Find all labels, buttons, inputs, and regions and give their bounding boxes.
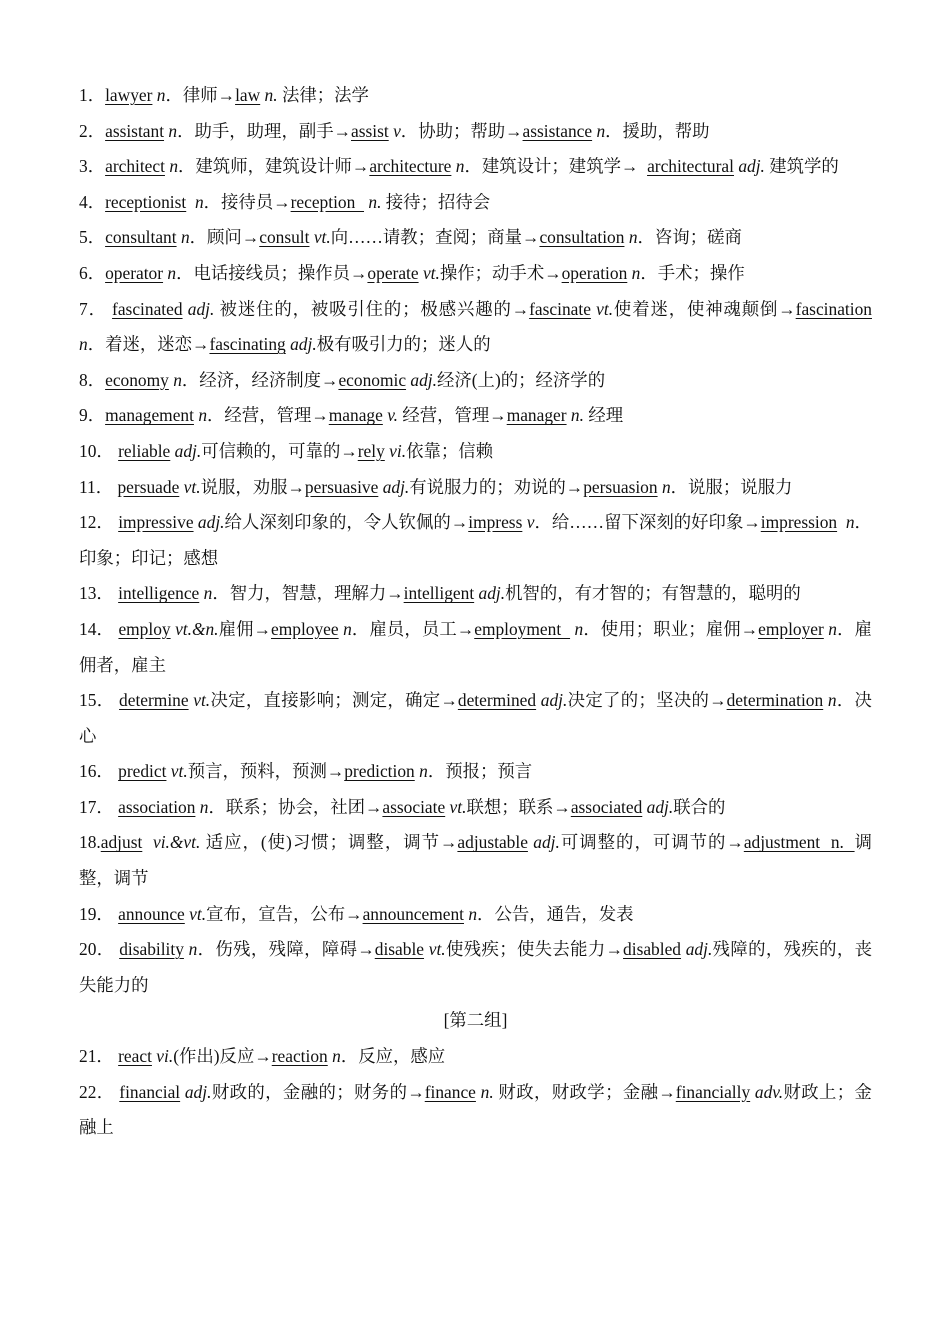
definition-text: 经营，管理→: [397, 405, 507, 426]
definition-text: [872, 299, 876, 319]
vocab-word: employee: [271, 618, 339, 639]
vocab-entry: [79, 576, 872, 612]
vocab-word: consultation: [539, 227, 625, 248]
part-of-speech: n: [79, 334, 88, 355]
vocab-word: law: [235, 85, 261, 105]
definition-text: ．说服；说服力: [670, 476, 793, 497]
definition-text: 使残疾；使失去能力→: [445, 939, 624, 960]
definition-text: 8．: [79, 369, 106, 390]
vocab-word: financially: [675, 1081, 751, 1102]
definition-text: 14．: [79, 618, 119, 639]
vocab-word: finance: [424, 1081, 476, 1102]
definition-text: ．援助，帮助: [605, 120, 710, 141]
definition-text: 经济(上)的；经济学的: [436, 369, 606, 390]
definition-text: 2．: [79, 120, 106, 141]
vocab-word: employer: [758, 618, 824, 639]
vocab-word: assist: [351, 120, 389, 141]
definition-text: ．接待员→: [203, 191, 291, 212]
vocab-word: assistant: [105, 120, 165, 141]
part-of-speech: vt.: [183, 476, 201, 497]
definition-text: 雇佣→: [218, 618, 272, 639]
vocab-word: receptionist: [105, 191, 187, 212]
vocab-entry: [79, 470, 872, 506]
part-of-speech: vt.: [428, 939, 446, 960]
definition-text: 被迷住的，被吸引住的；极感兴趣的→: [214, 298, 530, 319]
part-of-speech: n: [631, 262, 641, 283]
part-of-speech: n: [169, 156, 179, 177]
vocab-word: intelligent: [403, 583, 475, 604]
definition-text: 决定了的；坚决的→: [567, 690, 727, 711]
definition-text: 可信赖的，可靠的→: [201, 440, 358, 461]
part-of-speech: n: [827, 690, 837, 711]
vocab-word: economic: [338, 369, 407, 390]
vocab-entry: [79, 185, 872, 221]
vocab-entry: [79, 825, 872, 896]
definition-text: 调整，调节: [79, 832, 872, 889]
part-of-speech: n: [194, 191, 204, 212]
vocab-entry: [79, 1039, 872, 1075]
part-of-speech: n: [188, 939, 198, 960]
vocab-entry: [79, 292, 872, 363]
definition-text: 极有吸引力的；迷人的: [316, 334, 491, 355]
definition-text: 4．: [79, 191, 106, 212]
vocab-word: economy: [105, 369, 169, 390]
part-of-speech: n: [468, 903, 478, 924]
part-of-speech: n: [661, 476, 671, 497]
definition-text: 19．: [79, 903, 119, 924]
part-of-speech: n: [203, 583, 213, 604]
vocab-word: fascinate: [529, 298, 591, 319]
definition-text: 22．: [79, 1081, 120, 1102]
vocab-word: announcement: [362, 903, 464, 924]
definition-text: 联合的: [673, 796, 726, 817]
part-of-speech: n: [173, 369, 182, 390]
vocab-word: disable: [374, 939, 425, 960]
definition-text: ．咨询；磋商: [637, 227, 742, 248]
part-of-speech: n: [845, 512, 855, 533]
vocab-word: react: [118, 1046, 152, 1067]
vocab-word: announce: [118, 903, 185, 924]
vocab-word: adjustment n.: [743, 832, 855, 853]
definition-text: ．智力，智慧，理解力→: [212, 583, 404, 604]
part-of-speech: n: [332, 1046, 341, 1067]
vocab-word: fascination: [795, 298, 872, 319]
vocab-word: fascinated: [112, 298, 183, 319]
part-of-speech: adj.: [290, 334, 317, 355]
vocab-word: intelligence: [118, 583, 200, 604]
part-of-speech: n.: [368, 191, 382, 212]
part-of-speech: n.: [570, 405, 584, 426]
vocab-entry: [79, 1075, 872, 1146]
vocab-word: architect: [105, 156, 165, 177]
part-of-speech: vt.: [193, 690, 211, 711]
vocab-list-group-2: [79, 1039, 872, 1146]
definition-text: 依靠；信赖: [406, 440, 494, 461]
part-of-speech: adj.: [410, 369, 437, 390]
vocab-word: associate: [382, 796, 446, 817]
definition-text: 15．: [79, 690, 120, 711]
definition-text: [186, 192, 195, 212]
vocab-entry: [79, 683, 872, 754]
vocab-word: reception: [290, 191, 365, 212]
vocab-word: determination: [726, 690, 824, 711]
vocab-entry: [79, 78, 872, 114]
part-of-speech: vt.: [449, 796, 467, 817]
vocab-entry: [79, 149, 872, 185]
part-of-speech: n: [156, 85, 166, 105]
definition-text: 经理: [583, 405, 624, 426]
part-of-speech: adj.: [540, 690, 568, 711]
part-of-speech: v: [393, 120, 401, 141]
definition-text: 5．: [79, 227, 106, 248]
part-of-speech: n: [198, 405, 208, 426]
definition-text: 财政上；金融上: [79, 1081, 872, 1138]
part-of-speech: vt.: [313, 227, 331, 248]
definition-text: ．印象；印记；感想: [79, 512, 872, 568]
definition-text: 12．: [79, 512, 119, 533]
vocab-word: determine: [119, 690, 189, 711]
part-of-speech: adj.: [533, 832, 560, 853]
part-of-speech: adj.: [738, 156, 765, 177]
vocab-entry: [79, 363, 872, 399]
definition-text: 3．: [79, 156, 106, 177]
definition-text: 说服，劝服→: [200, 476, 305, 497]
part-of-speech: adj.: [187, 298, 215, 319]
vocab-word: predict: [118, 761, 167, 782]
vocab-word: assistance: [522, 120, 593, 141]
part-of-speech: n: [180, 227, 190, 248]
part-of-speech: adj.: [646, 796, 674, 817]
definition-text: ．着迷，迷恋→: [87, 334, 210, 355]
vocab-word: manage: [328, 405, 383, 426]
vocab-word: operator: [105, 262, 164, 283]
vocab-word: employment: [474, 618, 571, 639]
vocab-word: associated: [570, 796, 643, 817]
definition-text: ．雇员，员工→: [351, 618, 475, 639]
vocab-entry: [79, 897, 872, 933]
vocab-word: persuasion: [583, 476, 658, 497]
vocab-word: disability: [119, 939, 184, 960]
part-of-speech: adj.: [184, 1081, 212, 1102]
definition-text: 残障的，残疾的，丧失能力的: [79, 939, 872, 995]
definition-text: 适应，(使)习惯；调整，调节→: [200, 832, 458, 853]
part-of-speech: vi.: [389, 440, 407, 461]
part-of-speech: n: [168, 120, 178, 141]
vocab-word: persuade: [117, 476, 180, 497]
part-of-speech: n: [574, 618, 584, 639]
vocab-word: disabled: [623, 939, 682, 960]
definition-text: 联想；联系→: [466, 796, 571, 817]
definition-text: ．建筑设计；建筑学→: [464, 156, 648, 177]
definition-text: 20．: [79, 939, 120, 960]
part-of-speech: adj.: [478, 583, 506, 604]
definition-text: ．给……留下深刻的好印象→: [534, 512, 761, 533]
part-of-speech: n: [828, 618, 837, 639]
definition-text: 操作；动手术→: [439, 262, 562, 283]
definition-text: 机智的，有才智的；有智慧的，聪明的: [505, 583, 801, 604]
definition-text: ．伤残，残障，障碍→: [197, 939, 375, 960]
part-of-speech: adv.: [754, 1081, 784, 1102]
definition-text: 18.: [79, 832, 101, 853]
definition-text: ．建筑师，建筑设计师→: [178, 156, 370, 177]
definition-text: ．公告，通告，发表: [477, 903, 634, 924]
definition-text: ．助手，助理，副手→: [177, 120, 352, 141]
definition-text: 11．: [79, 476, 118, 497]
part-of-speech: n.: [264, 85, 278, 105]
part-of-speech: adj.: [174, 440, 202, 461]
definition-text: ．经济，经济制度→: [181, 369, 339, 390]
vocab-word: adjust: [100, 832, 143, 853]
vocab-entry: [79, 754, 872, 790]
definition-text: [142, 832, 153, 852]
definition-text: ．手术；操作: [640, 262, 745, 283]
part-of-speech: vi.&vt.: [153, 832, 201, 853]
definition-text: 使着迷，使神魂颠倒→: [613, 298, 796, 319]
definition-text: 接待；招待会: [381, 191, 491, 212]
part-of-speech: vt.: [422, 262, 440, 283]
part-of-speech: n: [596, 120, 606, 141]
vocab-entry: [79, 505, 872, 576]
vocab-word: rely: [357, 440, 385, 461]
vocab-word: employ: [118, 618, 171, 639]
part-of-speech: vt.: [170, 761, 188, 782]
definition-text: 10．: [79, 440, 119, 461]
definition-text: 6．: [79, 262, 106, 283]
definition-text: ．顾问→: [189, 227, 260, 248]
vocab-word: impression: [760, 512, 838, 533]
definition-text: 可调整的，可调节的→: [559, 832, 744, 853]
part-of-speech: vi.: [156, 1046, 174, 1067]
vocab-word: manager: [506, 405, 567, 426]
part-of-speech: n: [343, 618, 352, 639]
definition-text: 16．: [79, 761, 119, 782]
part-of-speech: adj.: [382, 476, 410, 497]
part-of-speech: v.: [387, 405, 398, 426]
definition-text: ．律师→: [165, 85, 236, 105]
part-of-speech: vt.&n.: [175, 618, 219, 639]
vocab-entry: [79, 612, 872, 683]
vocab-entry: [79, 790, 872, 826]
vocab-word: lawyer: [105, 85, 153, 105]
definition-text: 宣布，宣告，公布→: [206, 903, 363, 924]
part-of-speech: vt.: [189, 903, 207, 924]
definition-text: ．协助；帮助→: [400, 120, 523, 141]
vocab-word: determined: [457, 690, 537, 711]
part-of-speech: n.: [480, 1081, 494, 1102]
part-of-speech: n: [628, 227, 638, 248]
definition-text: 17．: [79, 796, 119, 817]
definition-text: 决定，直接影响；测定，确定→: [210, 690, 458, 711]
vocab-word: operate: [367, 262, 419, 283]
definition-text: ．经营，管理→: [207, 405, 329, 426]
definition-text: 建筑学的: [764, 156, 839, 177]
vocab-word: persuasive: [304, 476, 379, 497]
definition-text: 向……请教；查阅；商量→: [330, 227, 540, 248]
vocab-word: architecture: [369, 156, 452, 177]
definition-text: 7．: [79, 298, 113, 319]
section-title: [第二组]: [443, 1010, 508, 1031]
definition-text: 有说服力的；劝说的→: [409, 476, 584, 497]
part-of-speech: v: [526, 512, 535, 533]
vocab-entry: [79, 398, 872, 434]
part-of-speech: n: [455, 156, 465, 177]
vocab-word: reliable: [118, 440, 171, 461]
definition-text: 9．: [79, 405, 106, 426]
vocab-word: financial: [119, 1081, 181, 1102]
definition-text: 预言，预料，预测→: [187, 761, 345, 782]
definition-text: 财政，财政学；金融→: [493, 1081, 676, 1102]
vocab-word: impress: [468, 512, 523, 533]
vocab-word: adjustable: [457, 832, 528, 853]
vocab-entry: [79, 220, 872, 256]
vocab-word: fascinating: [209, 334, 286, 355]
definition-text: 财政的，金融的；财务的→: [211, 1081, 425, 1102]
part-of-speech: adj.: [197, 512, 225, 533]
part-of-speech: adj.: [685, 939, 713, 960]
definition-text: ．决心: [79, 690, 872, 746]
vocab-word: management: [105, 405, 194, 426]
definition-text: 法律；法学: [277, 85, 369, 105]
part-of-speech: vt.: [596, 298, 614, 319]
definition-text: [837, 512, 846, 532]
vocab-word: consultant: [105, 227, 177, 248]
vocab-entry: [79, 932, 872, 1003]
definition-text: ．预报；预言: [427, 761, 533, 782]
vocab-list-group-1: [79, 78, 872, 1003]
definition-text: ．使用；职业；雇佣→: [583, 618, 759, 639]
definition-text: 21．: [79, 1046, 119, 1067]
vocab-word: operation: [561, 262, 628, 283]
vocab-word: reaction: [271, 1046, 328, 1067]
definition-text: (作出)反应→: [173, 1046, 272, 1067]
definition-text: 1．: [79, 85, 106, 105]
part-of-speech: n: [419, 761, 428, 782]
vocab-entry: [79, 256, 872, 292]
definition-text: 13．: [79, 583, 119, 604]
definition-text: ．反应，感应: [340, 1046, 446, 1067]
vocab-entry: [79, 434, 872, 470]
vocab-entry: [79, 114, 872, 150]
vocab-word: consult: [259, 227, 310, 248]
part-of-speech: n: [167, 262, 177, 283]
document-page: [79, 78, 872, 1146]
vocab-word: architectural: [647, 156, 734, 177]
vocab-word: impressive: [118, 512, 194, 533]
definition-text: 给人深刻印象的，令人钦佩的→: [224, 512, 469, 533]
vocab-word: association: [118, 796, 196, 817]
definition-text: ．联系；协会，社团→: [208, 796, 383, 817]
part-of-speech: n: [199, 796, 209, 817]
definition-text: ．雇佣者，雇主: [79, 618, 872, 675]
vocab-word: prediction: [344, 761, 415, 782]
definition-text: ．电话接线员；操作员→: [176, 262, 368, 283]
